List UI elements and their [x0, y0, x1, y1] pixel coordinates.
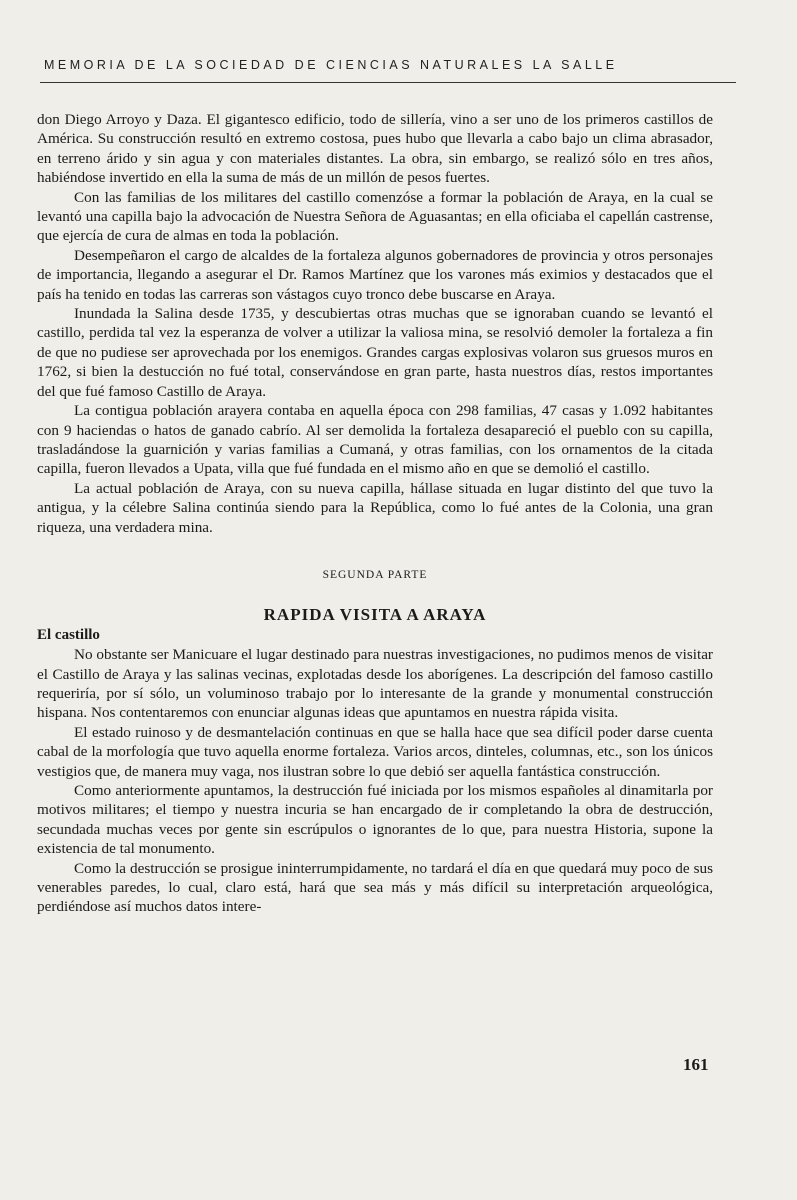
paragraph: El estado ruinoso y de desmantelación continuas en que se halla hace que sea difícil poder darse cuenta cabal de la morfología que tuvo aquella enorme fortaleza. Varios arcos, dinteles, columnas, etc., son los únicos vestigios que, de manera muy vaga, nos ilustran sobre lo que debió ser aquella fantástica construcción. — [37, 723, 713, 780]
part-label: SEGUNDA PARTE — [322, 568, 428, 581]
paragraph: No obstante ser Manicuare el lugar destinado para nuestras investigaciones, no pudimos menos de visitar el Castillo de Araya y las salinas vecinas, explotadas desde los aborígenes. La descripción del famoso castillo requeriría, por sí sólo, un voluminoso trabajo por lo interesante de la grande y monumental construcción hispana. Nos contentaremos con enunciar algunas ideas que apuntamos en nuestra rápida visita. — [37, 646, 713, 722]
paragraph: Como anteriormente apuntamos, la destrucción fué iniciada por los mismos españoles al dinamitarla por motivos militares; el tiempo y nuestra incuria se han encargado de ir completando la obra de destrucción, secundada muchas veces por gente sin escrúpulos o ignorantes de lo que, para nuestra Historia, supone la existencia de tal monumento. — [37, 782, 713, 858]
section-title: RAPIDA VISITA A ARAYA — [263, 605, 487, 625]
subheading: El castillo — [37, 626, 100, 643]
header-rule — [40, 82, 736, 83]
body-text — [37, 110, 713, 917]
paragraph: La contigua población arayera contaba en aquella época con 298 familias, 47 casas y 1.092 habitantes con 9 haciendas o hatos de ganado cabrío. Al ser demolida la fortaleza desapareció el pueblo con su capilla, trasladándose la guarnición y varias familias a Cumaná, y otras familias, con los ornamentos de la citada capilla, fueron llevados a Upata, villa que fué fundada en el mismo año en que se demolió el castillo. — [37, 402, 713, 478]
running-head: MEMORIA DE LA SOCIEDAD DE CIENCIAS NATURALES LA SALLE — [44, 58, 618, 72]
paragraph: Inundada la Salina desde 1735, y descubiertas otras muchas que se ignoraban cuando se levantó el castillo, perdida tal vez la esperanza de volver a utilizar la valiosa mina, se resolvió demoler la fortaleza a fin de que no pudiese ser aprovechada por los enemigos. Grandes cargas explosivas volaron sus gruesos muros en 1762, si bien la destucción no fué total, conservándose en gran parte, hasta nuestros días, restos importantes del que fué famoso Castillo de Araya. — [37, 305, 713, 400]
paragraph: Con las familias de los militares del castillo comenzóse a formar la población de Araya, en la cual se levantó una capilla bajo la advocación de Nuestra Señora de Aguasantas; en ella oficiaba el capellán castrense, que ejercía de cura de almas en toda la población. — [37, 188, 713, 245]
paragraph: don Diego Arroyo y Daza. El gigantesco edificio, todo de sillería, vino a ser uno de los primeros castillos de América. Su construcción resultó en extremo costosa, pues hubo que llevarla a cabo bajo un clima abrasador, en terreno árido y sin agua y con materiales distantes. La obra, sin embargo, se realizó sólo en tres años, habiéndose invertido en ella la suma de más de un millón de pesos fuertes. — [37, 111, 713, 187]
page-number: 161 — [683, 1055, 709, 1074]
paragraph: Como la destrucción se prosigue ininterrumpidamente, no tardará el día en que quedará muy poco de sus venerables paredes, lo cual, claro está, hará que sea más y más difícil su interpretación arqueológica, perdiéndose así muchos datos intere- — [37, 859, 713, 916]
paragraph: La actual población de Araya, con su nueva capilla, hállase situada en lugar distinto del que tuvo la antigua, y la célebre Salina continúa siendo para la República, como lo fué antes de la Colonia, una gran riqueza, una verdadera mina. — [37, 479, 713, 536]
paragraph: Desempeñaron el cargo de alcaldes de la fortaleza algunos gobernadores de provincia y otros personajes de importancia, llegando a asegurar el Dr. Ramos Martínez que los varones más eximios y destacados que el país ha tenido en todas las carreras son vástagos cuyo tronco debe buscarse en Araya. — [37, 246, 713, 303]
